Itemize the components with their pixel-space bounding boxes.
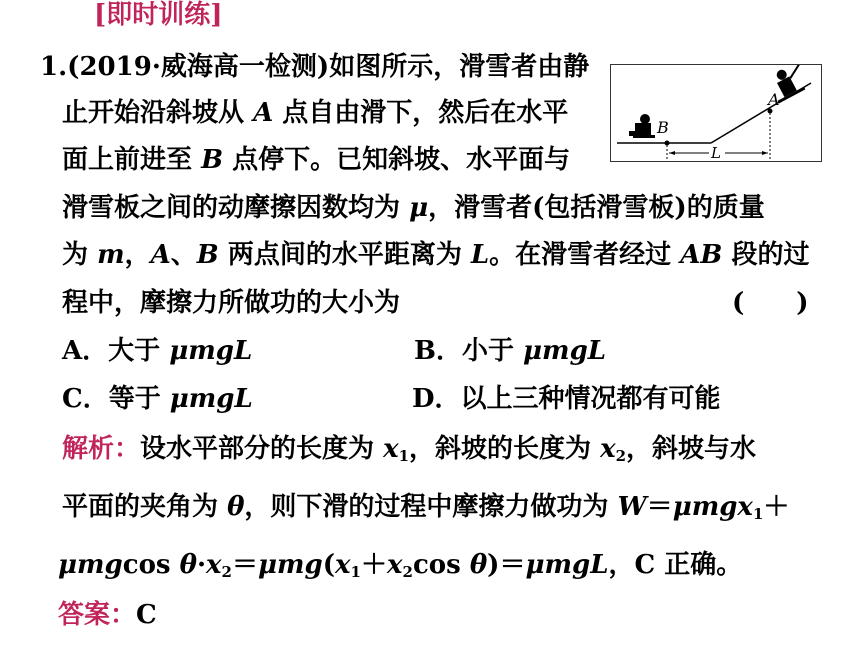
question-number: 1. bbox=[40, 52, 68, 82]
point-b-dot bbox=[665, 141, 670, 146]
label-l: L bbox=[711, 144, 721, 161]
question-line-5: 为 m，A、B 两点间的水平距离为 L。在滑雪者经过 AB 段的过 bbox=[62, 240, 810, 270]
question-line-6: 程中，摩擦力所做功的大小为 bbox=[62, 288, 401, 318]
label-a: A bbox=[768, 90, 780, 109]
point-a-dot bbox=[768, 109, 773, 114]
answer-bracket: ( ) bbox=[732, 288, 809, 318]
option-d[interactable]: D．以上三种情况都有可能 bbox=[412, 384, 721, 414]
question-line-4: 滑雪板之间的动摩擦因数均为 μ，滑雪者(包括滑雪板)的质量 bbox=[62, 193, 765, 223]
solution-line-1: 解析：设水平部分的长度为 $x_1$，斜坡的长度为 $x_2$，斜坡与水 bbox=[62, 434, 757, 465]
question-source: (2019·威海高一检测) bbox=[67, 52, 330, 82]
solution-line-3: μmgcos $\theta\cdot x_2=\mu mg(x_1+x_2\cos$ θ)＝μmgL，C 正确。 bbox=[58, 550, 743, 581]
question-line-3: 面上前进至 B 点停下。已知斜坡、水平面与 bbox=[62, 145, 571, 175]
option-c[interactable]: C．等于 μmgL bbox=[62, 384, 253, 414]
slope-diagram bbox=[611, 65, 821, 161]
section-title: [即时训练] bbox=[94, 0, 223, 30]
answer-label: 答案： bbox=[58, 600, 137, 630]
question-line-1: 1.(2019·威海高一检测)如图所示，滑雪者由静 bbox=[40, 52, 590, 82]
skier-b-icon bbox=[629, 114, 655, 138]
option-b[interactable]: B．小于 μmgL bbox=[414, 336, 607, 366]
answer-line bbox=[58, 600, 157, 630]
answer-value: C bbox=[136, 600, 157, 630]
solution-line-2: 平面的夹角为 θ，则下滑的过程中摩擦力做功为 W＝μmgx$_1$＋ bbox=[62, 492, 790, 523]
option-a[interactable]: A．大于 μmgL bbox=[62, 336, 253, 366]
skier-slope-figure bbox=[610, 64, 822, 162]
label-b: B bbox=[657, 118, 669, 137]
solution-label: 解析： bbox=[62, 434, 141, 464]
question-line-2: 止开始沿斜坡从 A 点自由滑下，然后在水平 bbox=[62, 98, 569, 128]
